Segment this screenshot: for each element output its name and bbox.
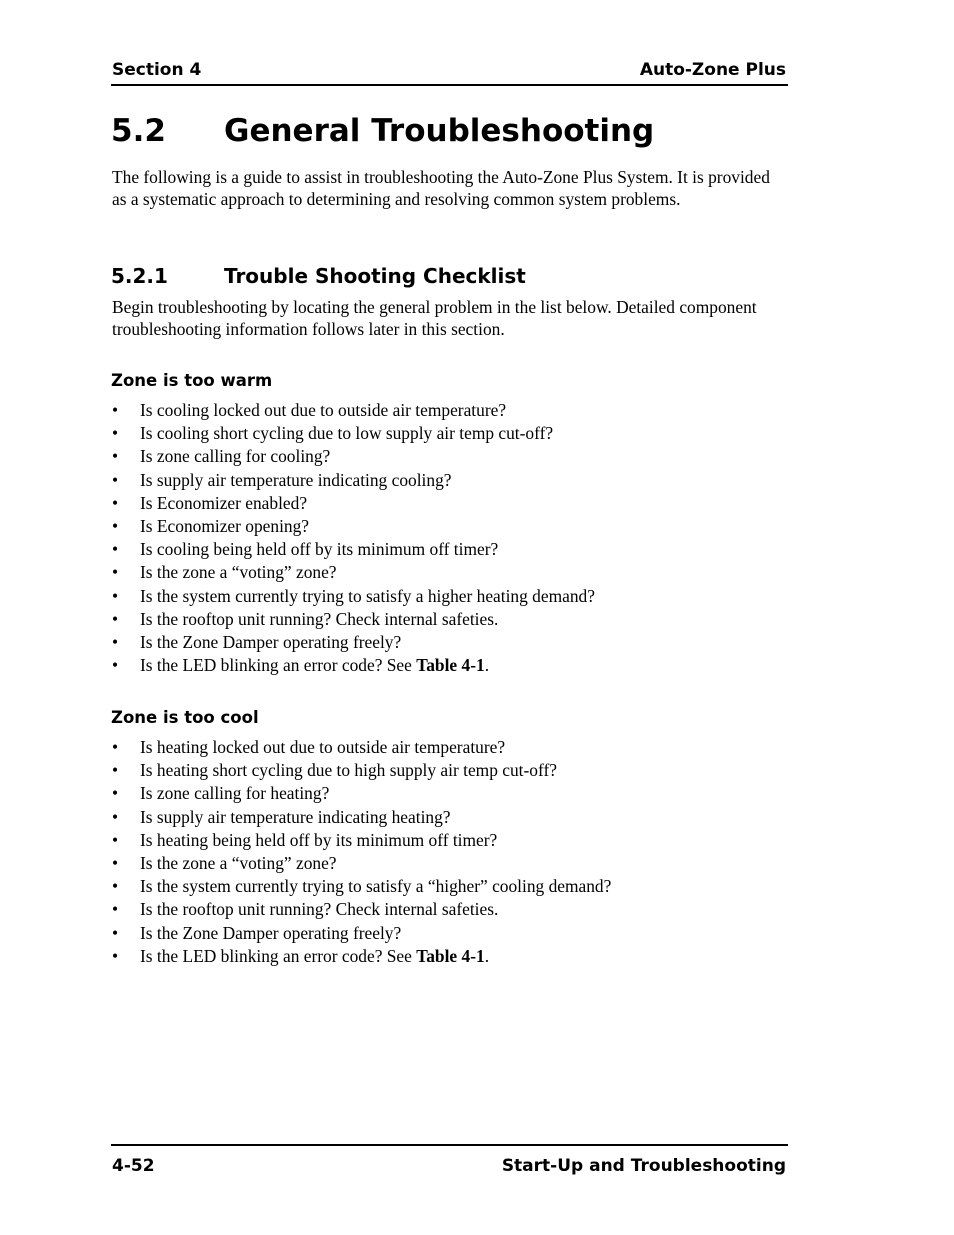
section-title-text: General Troubleshooting [224,113,655,149]
bullet-icon: • [112,655,119,676]
list-item: • Is heating locked out due to outside air temperature? [111,736,611,759]
bullet-icon: • [112,515,119,536]
bullet-icon: • [112,469,119,490]
bullet-icon: • [112,446,119,467]
bullet-icon: • [112,876,119,897]
footer-chapter: Start-Up and Troubleshooting [501,1156,786,1176]
header-product: Auto-Zone Plus [639,60,786,80]
list-item: • Is Economizer enabled? [111,492,595,515]
bullet-icon: • [112,852,119,873]
bullet-icon: • [112,783,119,804]
section-title [111,113,654,149]
list-item: • Is cooling short cycling due to low supply air temp cut-off? [111,422,595,445]
list-item: • Is cooling being held off by its minimum off timer? [111,538,595,561]
list-item: • Is the system currently trying to satisfy a “higher” cooling demand? [111,875,611,898]
list-item: • Is Economizer opening? [111,515,595,538]
list-item: • Is heating short cycling due to high supply air temp cut-off? [111,759,611,782]
table-reference: Table 4-1 [416,945,485,966]
bullet-icon: • [112,400,119,420]
list-item: • Is zone calling for cooling? [111,445,595,468]
bullet-icon: • [112,829,119,850]
warm-heading: Zone is too warm [111,371,273,390]
list-item: • Is the zone a “voting” zone? [111,561,595,584]
list-item: • Is the system currently trying to satisfy a higher heating demand? [111,585,595,608]
bullet-icon: • [112,539,119,560]
header-section: Section 4 [112,60,202,80]
page-number: 4-52 [112,1156,155,1176]
list-item: • Is the rooftop unit running? Check internal safeties. [111,898,611,921]
list-item: • Is zone calling for heating? [111,782,611,805]
bullet-icon: • [112,492,119,513]
list-item: • Is the rooftop unit running? Check internal safeties. [111,608,595,631]
page-footer [111,1144,788,1176]
bullet-icon: • [112,737,119,757]
subsection-title-text: Trouble Shooting Checklist [224,264,526,288]
bullet-icon: • [112,423,119,444]
bullet-icon: • [112,922,119,943]
bullet-icon: • [112,631,119,652]
list-item: • Is the Zone Damper operating freely? [111,631,595,654]
bullet-icon: • [112,608,119,629]
intro-paragraph: The following is a guide to assist in troubleshooting the Auto-Zone Plus System. It is provided as a systematic approach to determining and resolving common system problems. [112,167,770,209]
list-item: • Is supply air temperature indicating heating? [111,806,611,829]
bullet-icon: • [112,806,119,827]
cool-heading: Zone is too cool [111,708,259,727]
list-item: • Is heating being held off by its minimum off timer? [111,829,611,852]
list-item: • Is the LED blinking an error code? See Table 4-1. [111,654,595,677]
bullet-icon: • [112,760,119,781]
list-item: • Is the zone a “voting” zone? [111,852,611,875]
checklist-intro-paragraph: Begin troubleshooting by locating the general problem in the list below. Detailed component troubleshooting information follows later in this section. [112,297,757,339]
subsection-title [111,264,526,288]
subsection-number: 5.2.1 [111,264,168,288]
bullet-icon: • [112,562,119,583]
list-item: • Is the Zone Damper operating freely? [111,922,611,945]
page-header [111,58,788,86]
bullet-icon: • [112,899,119,920]
list-item: • Is the LED blinking an error code? See Table 4-1. [111,945,611,968]
table-reference: Table 4-1 [416,655,485,676]
section-number: 5.2 [111,113,166,149]
bullet-icon: • [112,945,119,966]
cool-checklist [111,736,611,968]
bullet-icon: • [112,585,119,606]
warm-checklist [111,399,595,677]
list-item: • Is cooling locked out due to outside air temperature? [111,399,595,422]
list-item: • Is supply air temperature indicating cooling? [111,469,595,492]
